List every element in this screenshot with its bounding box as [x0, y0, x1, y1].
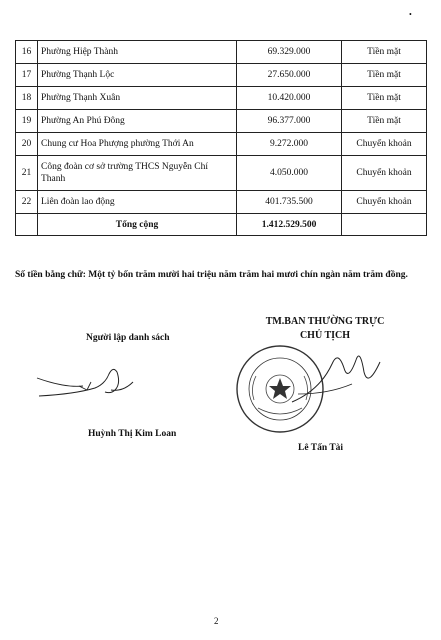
chair-name: Lê Tấn Tài	[298, 443, 344, 453]
donation-table	[15, 40, 427, 236]
row-amount: 401.735.500	[237, 191, 342, 214]
row-name: Liên đoàn lao động	[38, 191, 237, 214]
row-number: 17	[16, 64, 38, 87]
row-payment-form: Chuyển khoản	[342, 191, 427, 214]
total-amount: 1.412.529.500	[237, 214, 342, 236]
row-number: 22	[16, 191, 38, 214]
row-number: 16	[16, 41, 38, 64]
row-amount: 27.650.000	[237, 64, 342, 87]
page-number: 2	[214, 616, 219, 626]
table-row	[16, 191, 427, 214]
row-amount: 96.377.000	[237, 110, 342, 133]
row-payment-form: Chuyển khoản	[342, 133, 427, 156]
preparer-signature	[35, 360, 135, 410]
preparer-name: Huỳnh Thị Kim Loan	[88, 429, 177, 439]
row-name: Phường An Phú Đông	[38, 110, 237, 133]
row-amount: 4.050.000	[237, 156, 342, 191]
row-number: 19	[16, 110, 38, 133]
row-name: Chung cư Hoa Phượng phường Thới An	[38, 133, 237, 156]
corner-mark: •	[409, 10, 412, 19]
row-payment-form: Tiền mặt	[342, 64, 427, 87]
row-name: Phường Thạnh Lộc	[38, 64, 237, 87]
table-row	[16, 64, 427, 87]
table-row	[16, 156, 427, 191]
row-number: 21	[16, 156, 38, 191]
table-row	[16, 110, 427, 133]
row-payment-form: Chuyển khoản	[342, 156, 427, 191]
row-payment-form: Tiền mặt	[342, 87, 427, 110]
total-row	[16, 214, 427, 236]
chair-title-block	[255, 315, 395, 343]
preparer-title: Người lập danh sách	[86, 333, 170, 343]
table-row	[16, 41, 427, 64]
row-name: Phường Hiệp Thành	[38, 41, 237, 64]
amount-in-words: Số tiền bằng chữ: Một tỷ bốn trăm mười hai triệu năm trăm hai mươi chín ngàn năm trăm đồng.	[15, 270, 408, 280]
total-label: Tổng cộng	[38, 214, 237, 236]
chair-title-line-2: CHỦ TỊCH	[299, 330, 351, 341]
table-row	[16, 133, 427, 156]
row-name: Phường Thạnh Xuân	[38, 87, 237, 110]
row-amount: 69.329.000	[237, 41, 342, 64]
chair-title-line-1: TM.BAN THƯỜNG TRỰC	[265, 316, 385, 327]
row-name: Công đoàn cơ sở trường THCS Nguyễn Chí Thanh	[38, 156, 237, 191]
row-amount: 9.272.000	[237, 133, 342, 156]
table-row	[16, 87, 427, 110]
official-stamp-and-signature	[232, 342, 382, 437]
row-number: 20	[16, 133, 38, 156]
row-payment-form: Tiền mặt	[342, 110, 427, 133]
row-amount: 10.420.000	[237, 87, 342, 110]
row-number: 18	[16, 87, 38, 110]
row-payment-form: Tiền mặt	[342, 41, 427, 64]
